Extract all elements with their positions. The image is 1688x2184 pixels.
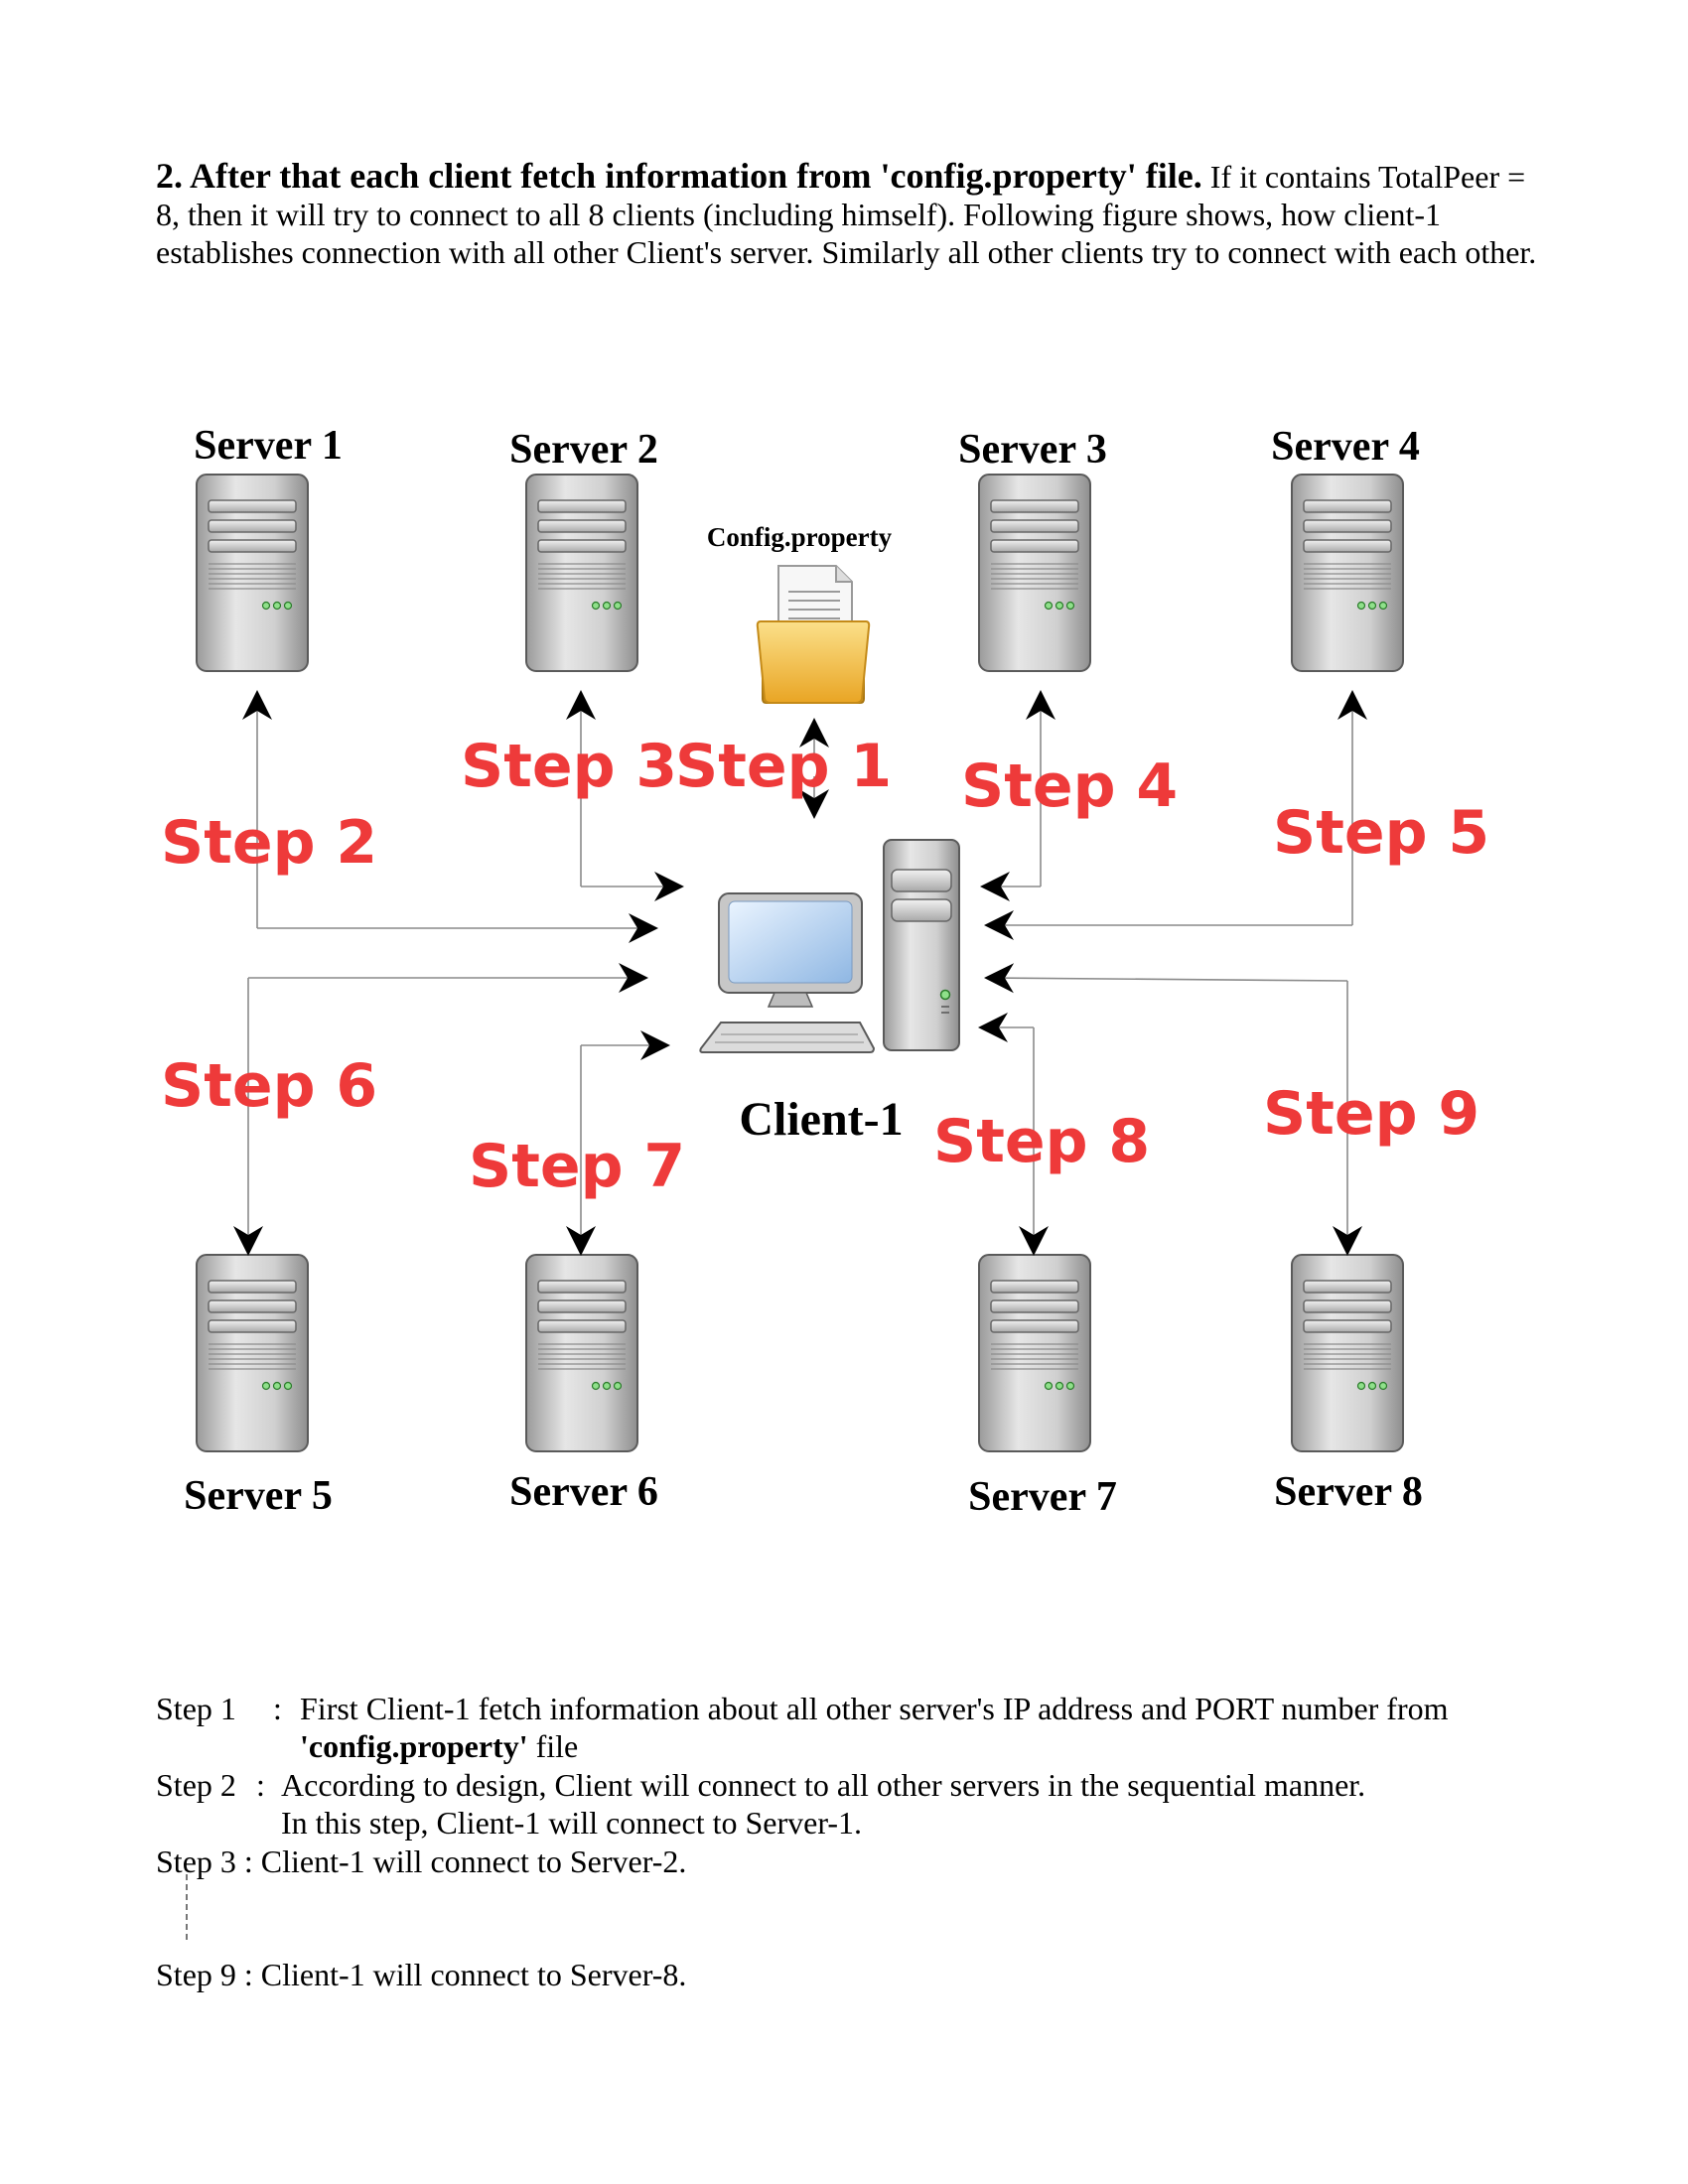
step-5-label: Step 5 bbox=[1273, 798, 1490, 868]
server-7-label: Server 7 bbox=[968, 1474, 1117, 1520]
step-2-desc-line2: In this step, Client-1 will connect to Server-1. bbox=[281, 1805, 863, 1841]
step-1-desc-text: First Client-1 fetch information about all other server's IP address and PORT number from bbox=[300, 1691, 1449, 1726]
connector-client-server-8 bbox=[987, 978, 1347, 981]
intro-body: If it contains TotalPeer = 8, then it will try to connect to all 8 clients (including himself). Following figure shows, how client-1 establishes connection with all other Client's server. Similarly all other clients try to connect with each other. bbox=[156, 159, 1537, 270]
step-1-desc-label: Step 1 bbox=[156, 1691, 236, 1726]
step-9-desc: Step 9 : Client-1 will connect to Server-8. bbox=[156, 1957, 687, 1992]
server-7-icon bbox=[979, 1255, 1090, 1451]
step-2-desc-sep: : bbox=[256, 1767, 265, 1803]
server-2-label: Server 2 bbox=[509, 427, 658, 473]
server-6-label: Server 6 bbox=[509, 1469, 658, 1515]
server-5-icon bbox=[197, 1255, 308, 1451]
server-5-label: Server 5 bbox=[184, 1473, 333, 1519]
step-1-desc-tail: file bbox=[527, 1728, 579, 1764]
step-8-label: Step 8 bbox=[933, 1107, 1151, 1176]
dashed-ellipsis-divider bbox=[186, 1874, 188, 1940]
step-3-desc: Step 3 : Client-1 will connect to Server-2. bbox=[156, 1843, 687, 1879]
step-4-label: Step 4 bbox=[961, 751, 1179, 821]
server-8-icon bbox=[1292, 1255, 1403, 1451]
step-2-label: Step 2 bbox=[161, 808, 378, 878]
step-7-label: Step 7 bbox=[469, 1132, 686, 1201]
client-1-label: Client-1 bbox=[739, 1093, 904, 1146]
config-property-bold: 'config.property' bbox=[300, 1728, 528, 1764]
server-3-label: Server 3 bbox=[958, 427, 1107, 473]
step-1-desc-line2 bbox=[300, 1727, 578, 1765]
server-4-icon bbox=[1292, 475, 1403, 671]
server-2-icon bbox=[526, 475, 637, 671]
folder-front-icon bbox=[758, 621, 869, 703]
step-2-desc-label: Step 2 bbox=[156, 1767, 236, 1803]
server-1-icon bbox=[197, 475, 308, 671]
step-1-label: Step 1 bbox=[675, 732, 893, 801]
step-6-label: Step 6 bbox=[161, 1051, 378, 1121]
step-3-label: Step 3 bbox=[461, 732, 678, 801]
server-4-label: Server 4 bbox=[1271, 424, 1420, 470]
server-8-label: Server 8 bbox=[1274, 1469, 1423, 1515]
config-property-label: Config.property bbox=[706, 522, 893, 552]
server-3-icon bbox=[979, 475, 1090, 671]
computer-icon bbox=[700, 840, 959, 1052]
step-9-label: Step 9 bbox=[1263, 1079, 1480, 1149]
step-2-desc-text: According to design, Client will connect to all other servers in the sequential manner. bbox=[281, 1767, 1366, 1803]
server-6-icon bbox=[526, 1255, 637, 1451]
server-1-label: Server 1 bbox=[194, 423, 343, 469]
intro-heading: 2. After that each client fetch information from 'config.property' file. bbox=[156, 156, 1202, 196]
step-1-desc-sep: : bbox=[273, 1691, 282, 1726]
